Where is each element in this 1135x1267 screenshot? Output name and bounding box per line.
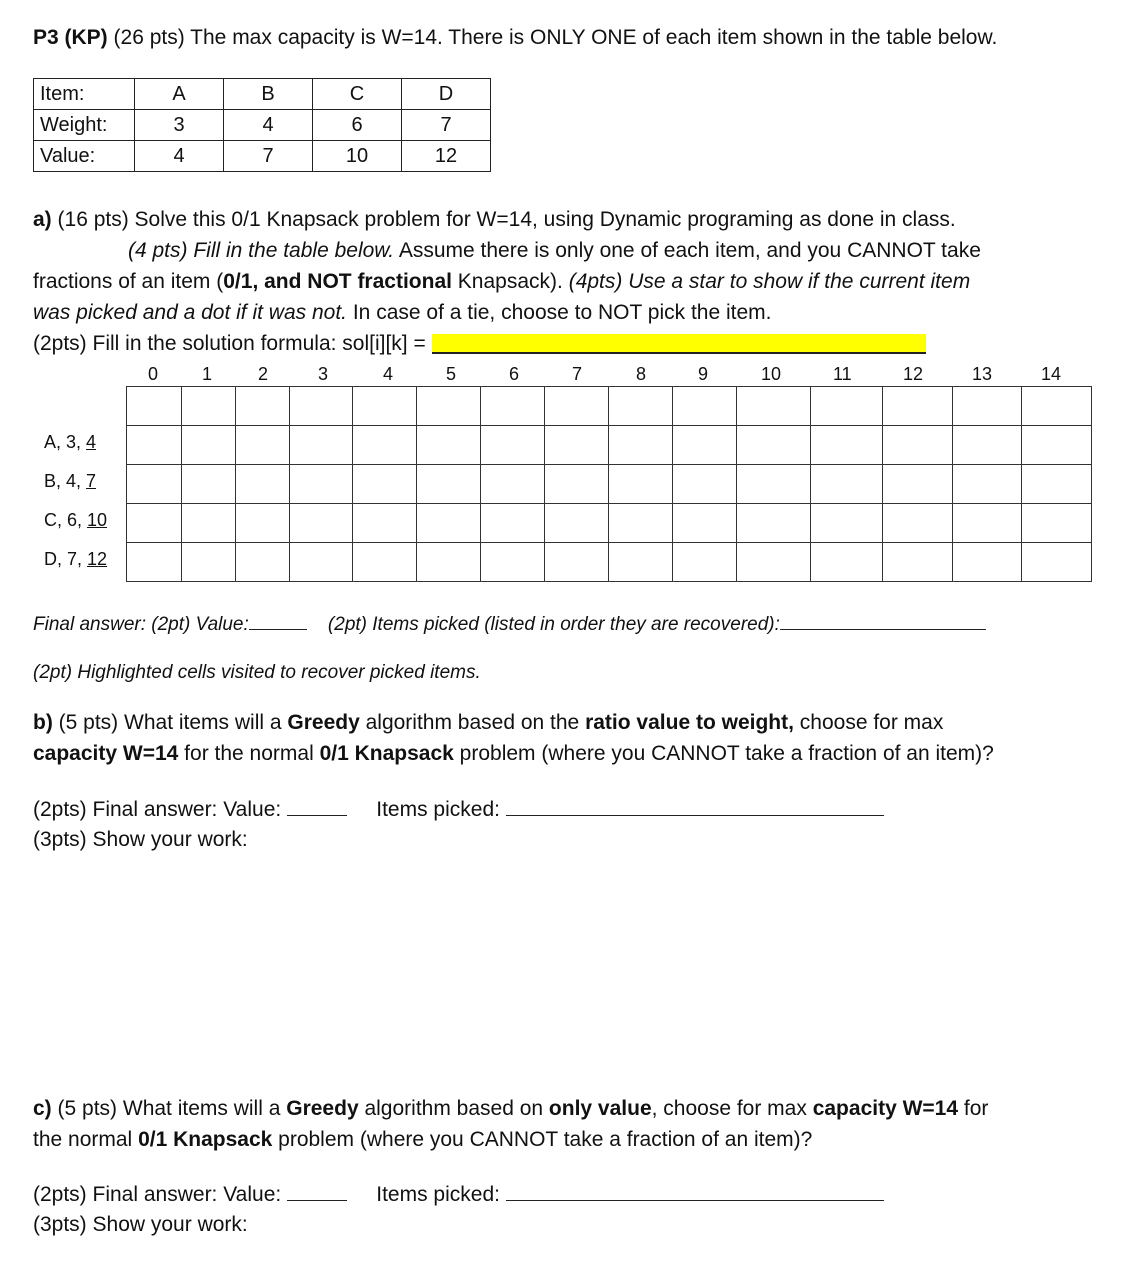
dp-cell[interactable] — [1022, 543, 1092, 582]
part-c-text: the normal — [33, 1128, 139, 1151]
part-b-text: (5 pts) What items will a — [52, 711, 288, 734]
dp-cell[interactable] — [290, 387, 353, 426]
table-row — [127, 426, 1092, 465]
column-number: 2 — [258, 364, 269, 384]
dp-cell[interactable] — [545, 426, 609, 465]
table-cell: B — [224, 79, 313, 110]
dp-cell[interactable] — [737, 387, 811, 426]
part-c-text: , choose for max — [651, 1097, 813, 1120]
dp-cell[interactable] — [353, 465, 417, 504]
part-a-text: fractions of an item ( — [33, 270, 224, 293]
dp-cell[interactable] — [673, 387, 737, 426]
table-row — [34, 79, 491, 110]
row-label-value: 7 — [86, 471, 97, 491]
dp-cell[interactable] — [182, 504, 236, 543]
dp-cell[interactable] — [1022, 504, 1092, 543]
part-a-text: (16 pts) Solve this 0/1 Knapsack problem for W=14, using Dynamic programing as done in class. — [51, 208, 956, 231]
final-value-label: Final answer: (2pt) Value: — [33, 614, 249, 635]
part-a-label: a) — [33, 208, 52, 231]
part-a-text: Knapsack). — [451, 270, 569, 293]
dp-cell[interactable] — [127, 465, 182, 504]
part-c-bold: Greedy — [286, 1097, 359, 1120]
dp-cell[interactable] — [953, 426, 1022, 465]
table-cell: 3 — [135, 110, 224, 141]
dp-cell[interactable] — [811, 426, 883, 465]
dp-cell[interactable] — [127, 543, 182, 582]
table-row — [127, 387, 1092, 426]
table-row — [127, 543, 1092, 582]
dp-cell[interactable] — [290, 426, 353, 465]
part-a-italic: (4pts) Use a star to show if the current item — [568, 270, 971, 293]
part-b-value-label: (2pts) Final answer: Value: — [33, 798, 282, 821]
column-number: 12 — [903, 364, 924, 384]
column-number: 5 — [446, 364, 457, 384]
dp-cell[interactable] — [481, 465, 545, 504]
dp-cell[interactable] — [883, 504, 953, 543]
table-cell: 6 — [313, 110, 402, 141]
dp-cell[interactable] — [953, 465, 1022, 504]
part-b-items-blank[interactable] — [506, 797, 884, 816]
part-b-text: choose for max — [793, 711, 944, 734]
dp-cell[interactable] — [236, 426, 290, 465]
part-c-items-blank[interactable] — [506, 1182, 884, 1201]
dp-cell[interactable] — [811, 543, 883, 582]
part-b-text: for the normal — [178, 742, 320, 765]
problem-label: P3 (KP) — [33, 26, 108, 49]
table-cell: 12 — [402, 141, 491, 172]
part-b-value-blank[interactable] — [287, 797, 347, 816]
part-c-value-blank[interactable] — [287, 1182, 347, 1201]
dp-table — [126, 386, 1092, 582]
dp-cell[interactable] — [290, 465, 353, 504]
part-b-bold: 0/1 Knapsack — [319, 742, 454, 765]
column-number: 9 — [698, 364, 709, 384]
dp-row-label-a — [44, 432, 96, 453]
table-cell: C — [313, 79, 402, 110]
row-label-value: 10 — [87, 510, 108, 530]
dp-cell[interactable] — [673, 426, 737, 465]
dp-row-label-b — [44, 471, 96, 492]
dp-cell[interactable] — [417, 387, 481, 426]
part-c-label: c) — [33, 1097, 52, 1120]
dp-cell[interactable] — [236, 387, 290, 426]
dp-cell[interactable] — [673, 504, 737, 543]
part-a-text: Assume there is only one of each item, and you CANNOT take — [394, 239, 981, 262]
part-c-text: for — [958, 1097, 989, 1120]
table-row — [127, 504, 1092, 543]
table-cell: 7 — [402, 110, 491, 141]
final-answer-line — [33, 611, 986, 636]
part-b-text: problem (where you CANNOT take a fraction of an item)? — [453, 742, 994, 765]
part-b-bold: Greedy — [287, 711, 360, 734]
dp-cell[interactable] — [953, 504, 1022, 543]
table-cell: 7 — [224, 141, 313, 172]
part-a-line-4 — [33, 301, 772, 325]
part-c-bold: capacity W=14 — [812, 1097, 959, 1120]
column-number: 11 — [833, 364, 852, 384]
dp-cell[interactable] — [737, 543, 811, 582]
part-b-line-1 — [33, 711, 943, 735]
dp-cell[interactable] — [811, 465, 883, 504]
row-label-text: D, 7, — [44, 549, 88, 569]
highlight-instruction: (2pt) Highlighted cells visited to recover picked items. — [33, 662, 481, 683]
dp-cell[interactable] — [545, 504, 609, 543]
dp-cell[interactable] — [182, 387, 236, 426]
dp-cell[interactable] — [481, 387, 545, 426]
part-c-bold: only value — [548, 1097, 652, 1120]
dp-cell[interactable] — [417, 426, 481, 465]
dp-cell[interactable] — [353, 426, 417, 465]
column-number: 7 — [572, 364, 583, 384]
part-b-items-label: Items picked: — [376, 798, 500, 821]
table-cell: 4 — [224, 110, 313, 141]
dp-cell[interactable] — [953, 543, 1022, 582]
dp-cell[interactable] — [481, 543, 545, 582]
part-a-line-2 — [128, 239, 981, 263]
dp-cell[interactable] — [609, 387, 673, 426]
table-row — [34, 110, 491, 141]
problem-header — [33, 26, 997, 50]
table-cell: D — [402, 79, 491, 110]
dp-cell[interactable] — [737, 426, 811, 465]
dp-cell[interactable] — [290, 543, 353, 582]
row-label-text: A, 3, — [44, 432, 87, 452]
items-table — [33, 78, 491, 172]
dp-cell[interactable] — [953, 387, 1022, 426]
part-c-work-label: (3pts) Show your work: — [33, 1213, 248, 1236]
row-label-text: C, 6, — [44, 510, 88, 530]
part-c-answer-line — [33, 1182, 884, 1207]
dp-cell[interactable] — [182, 465, 236, 504]
part-c-items-label: Items picked: — [376, 1183, 500, 1206]
column-number: 6 — [509, 364, 520, 384]
dp-cell[interactable] — [811, 387, 883, 426]
part-c-bold: 0/1 Knapsack — [138, 1128, 273, 1151]
dp-cell[interactable] — [290, 504, 353, 543]
column-number: 3 — [318, 364, 329, 384]
part-c-text: algorithm based on — [358, 1097, 549, 1120]
dp-cell[interactable] — [127, 387, 182, 426]
dp-cell[interactable] — [353, 504, 417, 543]
row-label-text: B, 4, — [44, 471, 87, 491]
dp-cell[interactable] — [236, 465, 290, 504]
dp-cell[interactable] — [737, 465, 811, 504]
part-c-value-label: (2pts) Final answer: Value: — [33, 1183, 282, 1206]
dp-cell[interactable] — [127, 426, 182, 465]
dp-cell[interactable] — [353, 387, 417, 426]
dp-cell[interactable] — [236, 543, 290, 582]
dp-cell[interactable] — [417, 504, 481, 543]
part-c-line-1 — [33, 1097, 988, 1121]
problem-statement: (26 pts) The max capacity is W=14. There is ONLY ONE of each item shown in the table below. — [107, 26, 998, 49]
part-a-italic: was picked and a dot if it was not. — [33, 301, 348, 324]
dp-cell[interactable] — [1022, 465, 1092, 504]
part-a-bold: 0/1, and NOT fractional — [223, 270, 452, 293]
dp-row-label-c — [44, 510, 107, 531]
final-value-blank[interactable] — [249, 611, 307, 630]
formula-answer-blank[interactable] — [432, 334, 926, 354]
dp-cell[interactable] — [182, 543, 236, 582]
dp-cell[interactable] — [353, 543, 417, 582]
table-row — [127, 465, 1092, 504]
part-c-line-2 — [33, 1128, 812, 1152]
part-b-bold: ratio value to weight, — [585, 711, 794, 734]
final-items-label: (2pt) Items picked (listed in order they are recovered): — [327, 614, 780, 635]
dp-cell[interactable] — [883, 387, 953, 426]
final-items-blank[interactable] — [780, 611, 986, 630]
dp-cell[interactable] — [417, 465, 481, 504]
dp-cell[interactable] — [1022, 387, 1092, 426]
dp-row-label-d — [44, 549, 107, 570]
part-c-text: problem (where you CANNOT take a fraction of an item)? — [272, 1128, 813, 1151]
dp-cell[interactable] — [609, 426, 673, 465]
dp-cell[interactable] — [545, 543, 609, 582]
dp-cell[interactable] — [811, 504, 883, 543]
dp-cell[interactable] — [545, 387, 609, 426]
part-b-bold: capacity W=14 — [33, 742, 179, 765]
dp-cell[interactable] — [609, 504, 673, 543]
column-number: 13 — [972, 364, 993, 384]
part-a-line-1 — [33, 208, 956, 232]
column-number: 14 — [1041, 364, 1062, 384]
dp-cell[interactable] — [609, 465, 673, 504]
part-b-line-2 — [33, 742, 994, 766]
table-row — [34, 141, 491, 172]
formula-label: (2pts) Fill in the solution formula: sol[i][k] = — [33, 332, 426, 355]
table-cell: 10 — [313, 141, 402, 172]
part-a-italic: (4 pts) Fill in the table below. — [128, 239, 395, 262]
row-label: Item: — [34, 79, 135, 110]
column-number: 1 — [202, 364, 213, 384]
part-b-text: algorithm based on the — [359, 711, 586, 734]
column-number: 0 — [148, 364, 159, 384]
row-label-value: 4 — [86, 432, 97, 452]
dp-cell[interactable] — [609, 543, 673, 582]
column-number: 4 — [383, 364, 394, 384]
row-label: Weight: — [34, 110, 135, 141]
dp-cell[interactable] — [417, 543, 481, 582]
dp-cell[interactable] — [1022, 426, 1092, 465]
part-b-label: b) — [33, 711, 53, 734]
dp-cell[interactable] — [883, 426, 953, 465]
dp-cell[interactable] — [481, 504, 545, 543]
dp-cell[interactable] — [673, 465, 737, 504]
part-a-line-3 — [33, 270, 970, 294]
dp-cell[interactable] — [127, 504, 182, 543]
dp-cell[interactable] — [481, 426, 545, 465]
dp-cell[interactable] — [883, 465, 953, 504]
part-c-text: (5 pts) What items will a — [51, 1097, 287, 1120]
part-b-work-label: (3pts) Show your work: — [33, 828, 248, 851]
dp-cell[interactable] — [673, 543, 737, 582]
dp-cell[interactable] — [883, 543, 953, 582]
column-number: 10 — [761, 364, 782, 384]
table-cell: A — [135, 79, 224, 110]
table-cell: 4 — [135, 141, 224, 172]
dp-cell[interactable] — [737, 504, 811, 543]
dp-cell[interactable] — [545, 465, 609, 504]
part-b-answer-line — [33, 797, 884, 822]
row-label: Value: — [34, 141, 135, 172]
dp-cell[interactable] — [236, 504, 290, 543]
row-label-value: 12 — [87, 549, 108, 569]
dp-cell[interactable] — [182, 426, 236, 465]
part-a-text: In case of a tie, choose to NOT pick the item. — [347, 301, 772, 324]
column-number: 8 — [636, 364, 647, 384]
part-a-line-5 — [33, 332, 926, 356]
